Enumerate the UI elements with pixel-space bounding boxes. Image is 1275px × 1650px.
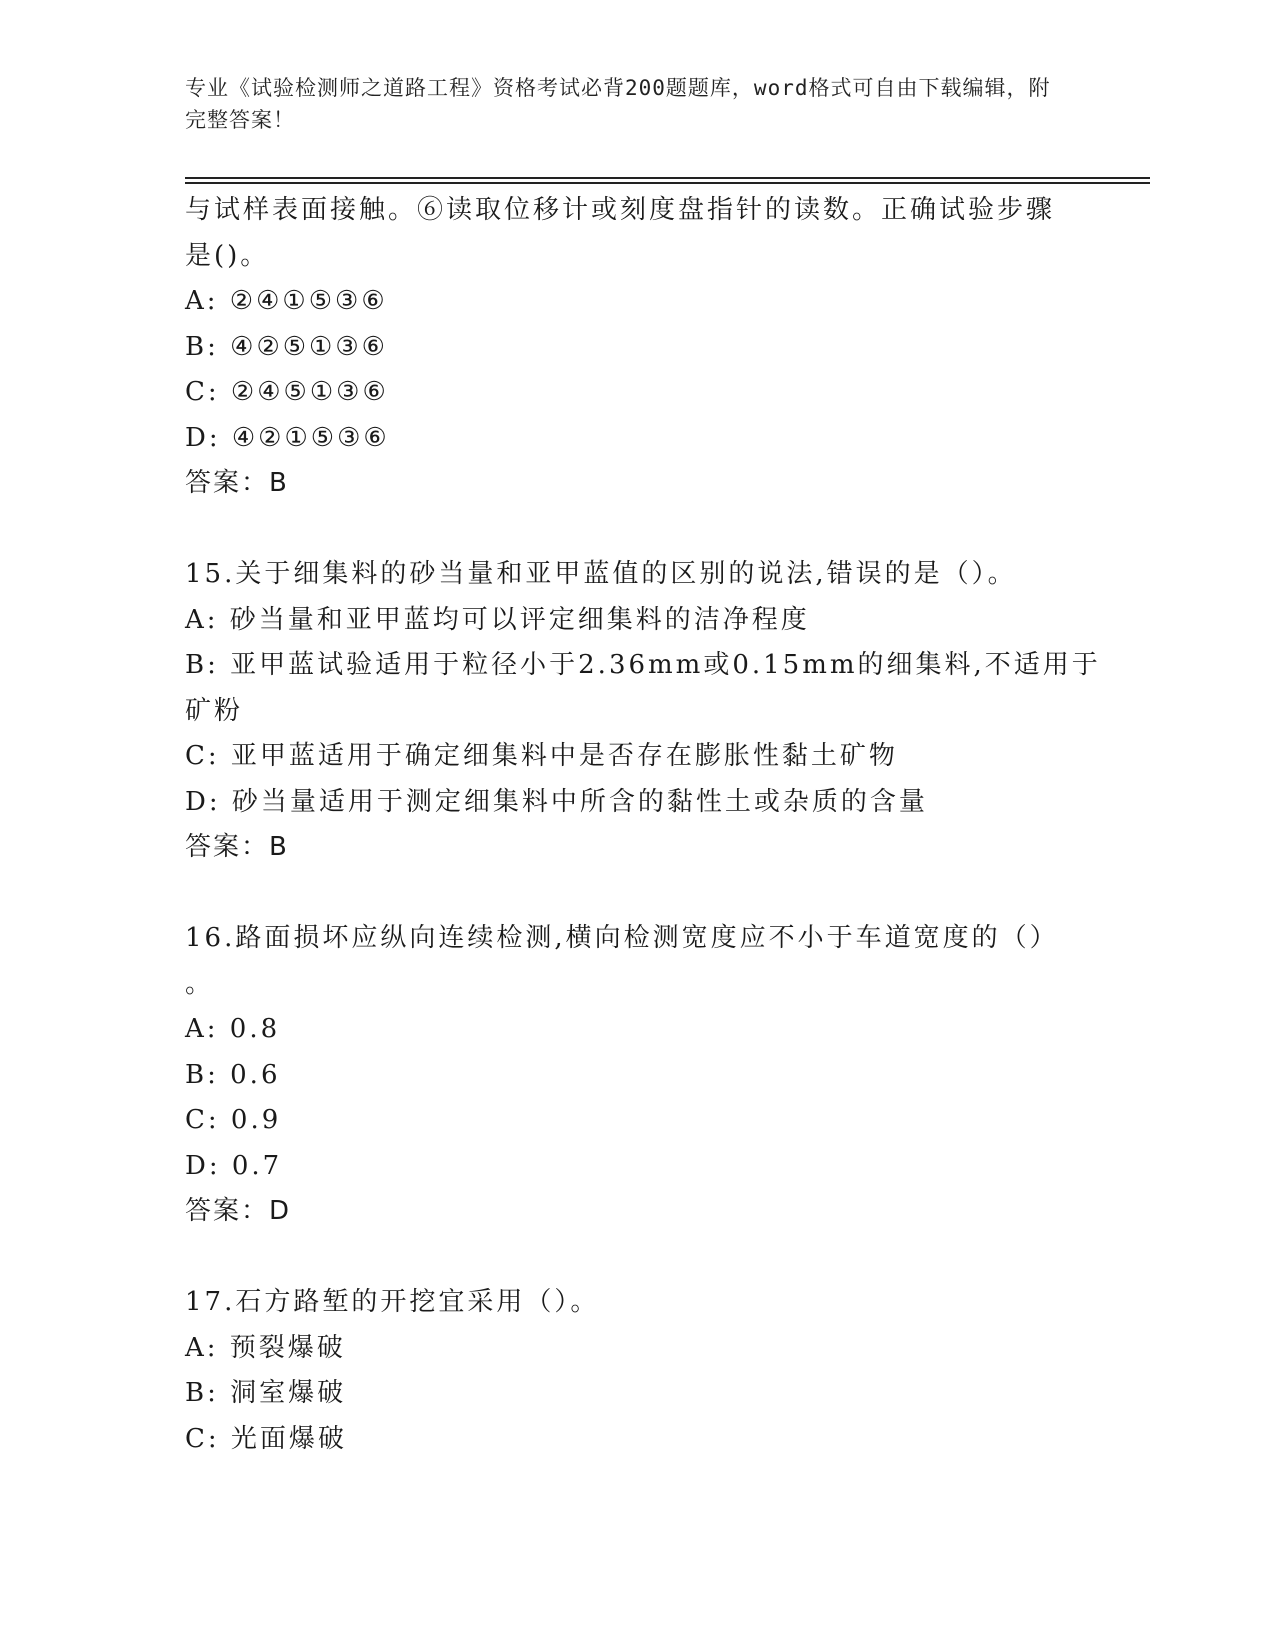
spacer xyxy=(185,871,1065,917)
option-b-continued: 矿粉 xyxy=(185,695,244,726)
option-c: C: 光面爆破 xyxy=(185,1423,347,1454)
answer: 答案：D xyxy=(185,1196,292,1226)
option-b: B: 洞室爆破 xyxy=(185,1378,347,1408)
option-b: B: 亚甲蓝试验适用于粒径小于2.36mm或0.15mm的细集料,不适用于 xyxy=(185,650,1101,680)
option-a: A: ②④①⑤③⑥ xyxy=(185,286,388,316)
option-b: B: 0.6 xyxy=(185,1059,281,1090)
answer: 答案：B xyxy=(185,468,289,498)
option-d: D: 0.7 xyxy=(185,1150,283,1181)
option-a: A: 预裂爆破 xyxy=(185,1332,346,1363)
option-a: A: 砂当量和亚甲蓝均可以评定细集料的洁净程度 xyxy=(185,604,810,635)
question-stem: 17.石方路堑的开挖宜采用（）。 xyxy=(185,1287,600,1317)
answer: 答案：B xyxy=(185,832,289,862)
option-d: D: 砂当量适用于测定细集料中所含的黏性土或杂质的含量 xyxy=(185,786,928,817)
option-b: B: ④②⑤①③⑥ xyxy=(185,331,388,362)
question-14 xyxy=(185,188,1065,507)
question-stem-continued: 。 xyxy=(185,968,215,999)
question-stem-line: 与试样表面接触。⑥读取位移计或刻度盘指针的读数。正确试验步骤 xyxy=(185,195,1056,225)
question-list xyxy=(185,188,1101,1462)
option-c: C: 亚甲蓝适用于确定细集料中是否存在膨胀性黏土矿物 xyxy=(185,741,898,771)
option-c: C: ②④⑤①③⑥ xyxy=(185,377,389,407)
question-stem-line: 是()。 xyxy=(185,240,270,271)
question-17 xyxy=(185,1280,1065,1462)
spacer xyxy=(185,507,1065,553)
document-title: 专业《试验检测师之道路工程》资格考试必背200题题库，word格式可自由下载编辑，附完整答案！ xyxy=(185,76,1051,132)
option-a: A: 0.8 xyxy=(185,1014,281,1044)
question-16 xyxy=(185,916,1065,1235)
question-stem: 15.关于细集料的砂当量和亚甲蓝值的区别的说法,错误的是（）。 xyxy=(185,559,1017,589)
spacer xyxy=(185,1235,1065,1281)
option-c: C: 0.9 xyxy=(185,1105,282,1135)
header-divider-bottom xyxy=(185,182,1150,184)
question-15 xyxy=(185,552,1101,871)
option-d: D: ④②①⑤③⑥ xyxy=(185,422,390,453)
header-divider-top xyxy=(185,177,1150,179)
page-header xyxy=(185,72,1065,136)
question-stem: 16.路面损坏应纵向连续检测,横向检测宽度应不小于车道宽度的（） xyxy=(185,923,1059,953)
